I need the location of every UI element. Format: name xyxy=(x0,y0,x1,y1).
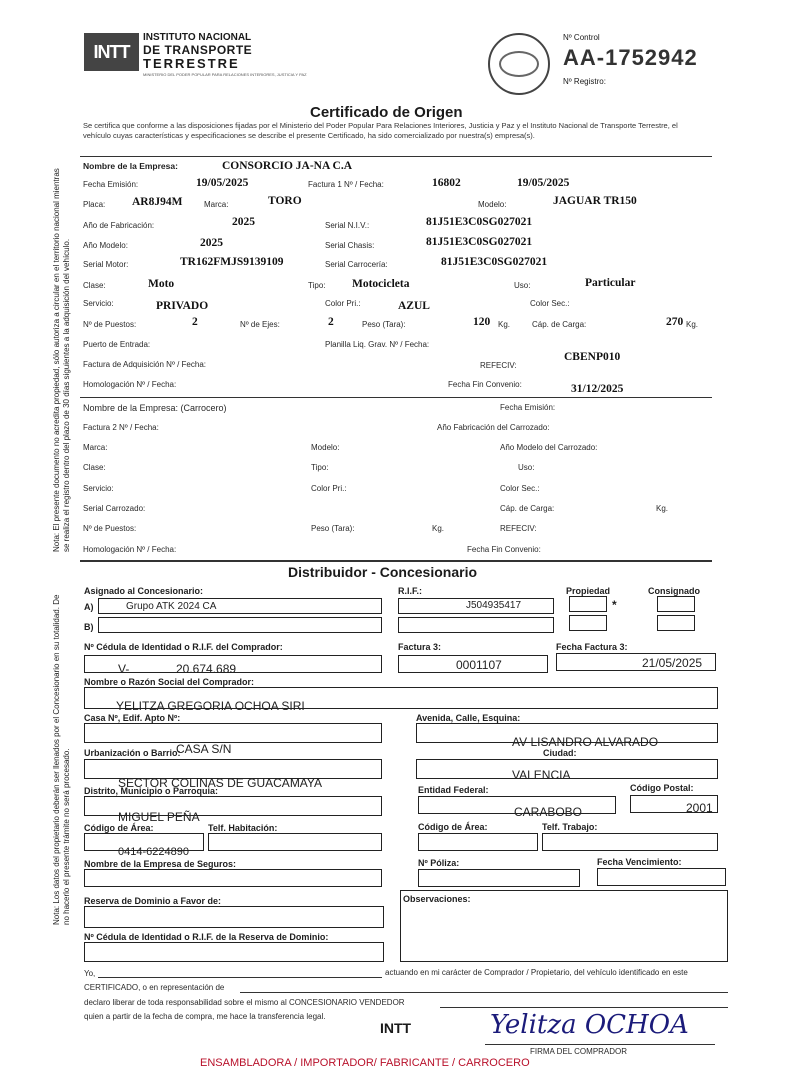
vencimiento-label: Fecha Vencimiento: xyxy=(597,857,682,867)
carga-unit: Kg. xyxy=(686,320,699,329)
carrocero-peso-unit: Kg. xyxy=(432,524,445,533)
carrocero-anio-fab-label: Año Fabricación del Carrozado: xyxy=(437,423,550,432)
asignado-label: Asignado al Concesionario: xyxy=(84,586,204,596)
peso-unit: Kg. xyxy=(498,320,511,329)
fecha-emision-value: 19/05/2025 xyxy=(196,177,249,189)
tel-trab-field[interactable] xyxy=(542,833,718,851)
urb-label: Urbanización o Barrio: xyxy=(84,748,181,758)
factura1-fecha: 19/05/2025 xyxy=(517,177,570,189)
quien-text: quien a partir de la fecha de compra, me hace la transferencia legal. xyxy=(84,1012,326,1021)
consignado-a-checkbox[interactable] xyxy=(657,596,695,612)
avenida-label: Avenida, Calle, Esquina: xyxy=(416,713,521,723)
motor-label: Serial Motor: xyxy=(83,260,129,269)
carga-label: Cáp. de Carga: xyxy=(532,320,587,329)
color-pri-label: Color Pri.: xyxy=(325,299,361,308)
fecha-emision-label: Fecha Emisión: xyxy=(83,180,139,189)
serial-carrozado-label: Serial Carrozado: xyxy=(83,504,146,513)
postal-label: Código Postal: xyxy=(630,783,694,793)
anio-modelo-label: Año Modelo: xyxy=(83,241,128,250)
tel-hab-value: 0414-6224890 xyxy=(118,846,189,858)
bottom-line: ENSAMBLADORA / IMPORTADOR/ FABRICANTE / CARROCERO xyxy=(200,1057,530,1069)
carroceria-value: 81J51E3C0SG027021 xyxy=(441,256,548,268)
puerto-label: Puerto de Entrada: xyxy=(83,340,151,349)
carrocero-servicio-label: Servicio: xyxy=(83,484,114,493)
tel-hab-field[interactable] xyxy=(208,833,382,851)
refeciv-label: REFECIV: xyxy=(480,361,517,370)
control-number: AA-1752942 xyxy=(563,45,698,70)
uso-value: Particular xyxy=(585,277,636,289)
yo-label: Yo, xyxy=(84,969,96,978)
factura1-label: Factura 1 Nº / Fecha: xyxy=(308,180,384,189)
puestos-label: Nº de Puestos: xyxy=(83,320,137,329)
certificado-text: CERTIFICADO, o en representación de xyxy=(84,983,225,992)
declaro-text: declaro liberar de toda responsabilidad sobre el mismo al CONCESIONARIO VENDEDOR xyxy=(84,998,405,1007)
actuando-text: actuando en mi carácter de Comprador / Propietario, del vehículo identificado en este xyxy=(385,968,688,977)
propiedad-b-checkbox[interactable] xyxy=(569,615,607,631)
puestos-value: 2 xyxy=(192,316,198,328)
firma-label: FIRMA DEL COMPRADOR xyxy=(530,1047,628,1056)
carrocero-uso-label: Uso: xyxy=(518,463,535,472)
carga-value: 270 xyxy=(666,316,684,328)
poliza-label: Nº Póliza: xyxy=(418,858,460,868)
factura3-label: Factura 3: xyxy=(398,642,442,652)
carrocero-fecha-emision-label: Fecha Emisión: xyxy=(500,403,556,412)
tipo-label: Tipo: xyxy=(308,281,326,290)
propiedad-a-checkbox[interactable] xyxy=(569,596,607,612)
modelo-label: Modelo: xyxy=(478,200,507,209)
side-note-top: Nota: El presente documento no acredita propiedad, sólo autoriza a circular en el territorio nacional mientras se realiza el registro dentro del plazo de 30 días siguientes a la adquisición del vehículo. xyxy=(52,168,71,552)
tel-hab-label: Telf. Habitación: xyxy=(208,823,278,833)
factura3-value: 0001107 xyxy=(456,658,502,672)
carrocero-clase-label: Clase: xyxy=(83,463,106,472)
dist-heading: Distribuidor - Concesionario xyxy=(288,564,478,580)
rif-label: R.I.F.: xyxy=(398,586,422,596)
anio-fab-value: 2025 xyxy=(232,216,255,228)
logo-abbr: INTT xyxy=(93,41,130,62)
carrocero-anio-modelo-label: Año Modelo del Carrozado: xyxy=(500,443,598,452)
casa-value: CASA S/N xyxy=(176,742,232,756)
logo-line2: DE TRANSPORTE xyxy=(143,43,253,57)
seguros-field[interactable] xyxy=(84,869,382,887)
intt-logo xyxy=(84,33,139,71)
cedula-reserva-label: Nº Cédula de Identidad o R.I.F. de la Reserva de Dominio: xyxy=(84,932,329,942)
peso-label: Peso (Tara): xyxy=(362,320,406,329)
marca-value: TORO xyxy=(268,195,302,207)
seguros-label: Nombre de la Empresa de Seguros: xyxy=(84,859,237,869)
nombre-label: Nombre o Razón Social del Comprador: xyxy=(84,677,255,687)
niv-label: Serial N.I.V.: xyxy=(325,221,370,230)
avenida-value: AV LISANDRO ALVARADO xyxy=(512,735,659,749)
carrocero-marca-label: Marca: xyxy=(83,443,108,452)
ciudad-label: Ciudad: xyxy=(543,748,577,758)
anio-modelo-value: 2025 xyxy=(200,237,223,249)
propiedad-mark: * xyxy=(612,598,617,612)
carrocero-homolog-label: Homologación Nº / Fecha: xyxy=(83,545,177,554)
carroceria-label: Serial Carrocería: xyxy=(325,260,388,269)
carrocero-tipo-label: Tipo: xyxy=(311,463,329,472)
carrocero-color-pri-label: Color Pri.: xyxy=(311,484,347,493)
carrocero-carga-label: Cáp. de Carga: xyxy=(500,504,555,513)
logo-line1: INSTITUTO NACIONAL xyxy=(143,32,252,43)
rif-value: J504935417 xyxy=(466,600,522,611)
color-pri-value: AZUL xyxy=(398,300,430,312)
chasis-value: 81J51E3C0SG027021 xyxy=(426,236,533,248)
refeciv-value: CBENP010 xyxy=(564,351,621,363)
logo-sub: MINISTERIO DEL PODER POPULAR PARA RELACIONES INTERIORES, JUSTICIA Y PAZ xyxy=(143,72,307,77)
nombre-value: YELITZA GREGORIA OCHOA SIRI xyxy=(116,699,305,713)
empresa-value: CONSORCIO JA-NA C.A xyxy=(222,160,353,172)
fecha-fact3-value: 21/05/2025 xyxy=(642,656,703,670)
entidad-label: Entidad Federal: xyxy=(418,785,489,795)
clase-label: Clase: xyxy=(83,281,106,290)
registro-label: Nº Registro: xyxy=(563,77,606,86)
fin-conv-label: Fecha Fin Convenio: xyxy=(448,380,522,389)
concesionario-b-field[interactable] xyxy=(98,617,382,633)
distrito-value: MIGUEL PEÑA xyxy=(118,810,200,824)
casa-field[interactable] xyxy=(84,723,382,743)
reserva-label: Reserva de Dominio a Favor de: xyxy=(84,896,222,906)
poliza-field[interactable] xyxy=(418,869,580,887)
ejes-value: 2 xyxy=(328,316,334,328)
factura2-label: Factura 2 Nº / Fecha: xyxy=(83,423,159,432)
propiedad-label: Propiedad xyxy=(566,586,611,596)
cedula-prefix: V- xyxy=(118,662,130,676)
uso-label: Uso: xyxy=(514,281,531,290)
row-b-label: B) xyxy=(84,622,94,632)
empresa-label: Nombre de la Empresa: xyxy=(83,161,178,171)
vencimiento-field[interactable] xyxy=(597,868,726,886)
casa-label: Casa Nº, Edif. Apto Nº: xyxy=(84,713,181,723)
side-note-bottom: Nota: Los datos del propietario deberán ser llenados por el Concesionario en su totalidad. De no hacerlo el presente trámite no será procesado. xyxy=(52,594,71,925)
peso-value: 120 xyxy=(473,316,491,328)
fact-adq-label: Factura de Adquisición Nº / Fecha: xyxy=(83,360,206,369)
carrocero-modelo-label: Modelo: xyxy=(311,443,340,452)
planilla-label: Planilla Liq. Grav. Nº / Fecha: xyxy=(325,340,430,349)
fin-conv-value: 31/12/2025 xyxy=(571,383,624,395)
rif-b-field[interactable] xyxy=(398,617,554,633)
buyer-signature: Yelitza OCHOA xyxy=(490,1010,689,1040)
servicio-value: PRIVADO xyxy=(156,300,209,312)
placa-value: AR8J94M xyxy=(132,196,183,208)
cod-area2-field[interactable] xyxy=(418,833,538,851)
fecha-fact3-label: Fecha Factura 3: xyxy=(556,642,628,652)
urb-value: SECTOR COLINAS DE GUACAMAYA xyxy=(118,776,323,790)
observ-label: Observaciones: xyxy=(403,894,471,904)
postal-value: 2001 xyxy=(686,801,713,815)
motor-value: TR162FMJS9139109 xyxy=(180,256,284,268)
tel-trab-label: Telf. Trabajo: xyxy=(542,822,598,832)
reserva-field[interactable] xyxy=(84,906,384,928)
factura1-num: 16802 xyxy=(432,177,461,189)
marca-label: Marca: xyxy=(204,200,229,209)
servicio-label: Servicio: xyxy=(83,299,114,308)
anio-fab-label: Año de Fabricación: xyxy=(83,221,155,230)
entidad-value: CARABOBO xyxy=(514,805,583,819)
carrocero-fin-conv-label: Fecha Fin Convenio: xyxy=(467,545,541,554)
carrocero-refeciv-label: REFECIV: xyxy=(500,524,537,533)
chasis-label: Serial Chasis: xyxy=(325,241,375,250)
placa-label: Placa: xyxy=(83,200,106,209)
distrito-label: Distrito, Municipio o Parroquia: xyxy=(84,786,219,796)
consignado-b-checkbox[interactable] xyxy=(657,615,695,631)
cedula-label: Nº Cédula de Identidad o R.I.F. del Comprador: xyxy=(84,642,283,652)
tipo-value: Motocicleta xyxy=(352,278,410,290)
consignado-label: Consignado xyxy=(648,586,700,596)
ciudad-value: VALENCIA xyxy=(512,768,571,782)
page-title: Certificado de Origen xyxy=(310,104,463,121)
carrocero-carga-unit: Kg. xyxy=(656,504,669,513)
logo-line3: TERRESTRE xyxy=(143,56,240,71)
carrocero-color-sec-label: Color Sec.: xyxy=(500,484,540,493)
niv-value: 81J51E3C0SG027021 xyxy=(426,216,533,228)
concesionario-value: Grupo ATK 2024 CA xyxy=(126,601,217,612)
color-sec-label: Color Sec.: xyxy=(530,299,570,308)
clase-value: Moto xyxy=(148,278,175,290)
cedula-value: 20.674.689 xyxy=(176,662,237,676)
ejes-label: Nº de Ejes: xyxy=(240,320,280,329)
intro-text: Se certifica que conforme a las disposiciones fijadas por el Ministerio del Poder Popular Para Relaciones Interiores, Justicia y Paz y el Instituto Nacional de Transporte Terrestre, el vehículo cuyas características y especificaciones se describe el presente Certificado, ha sido comercializado por nuestra(s) empresa(s). xyxy=(83,121,678,140)
control-label: Nº Control xyxy=(563,33,600,42)
homolog-label: Homologación Nº / Fecha: xyxy=(83,380,177,389)
carrocero-puestos-label: Nº de Puestos: xyxy=(83,524,137,533)
cedula-reserva-field[interactable] xyxy=(84,942,384,962)
seal-icon xyxy=(488,33,550,95)
cod-area-label: Código de Área: xyxy=(84,823,154,833)
intt-footer: INTT xyxy=(380,1020,412,1036)
cod-area2-label: Código de Área: xyxy=(418,822,488,832)
modelo-value: JAGUAR TR150 xyxy=(553,195,637,207)
row-a-label: A) xyxy=(84,602,94,612)
carrocero-peso-label: Peso (Tara): xyxy=(311,524,355,533)
carrocero-empresa-label: Nombre de la Empresa: (Carrocero) xyxy=(83,403,227,413)
